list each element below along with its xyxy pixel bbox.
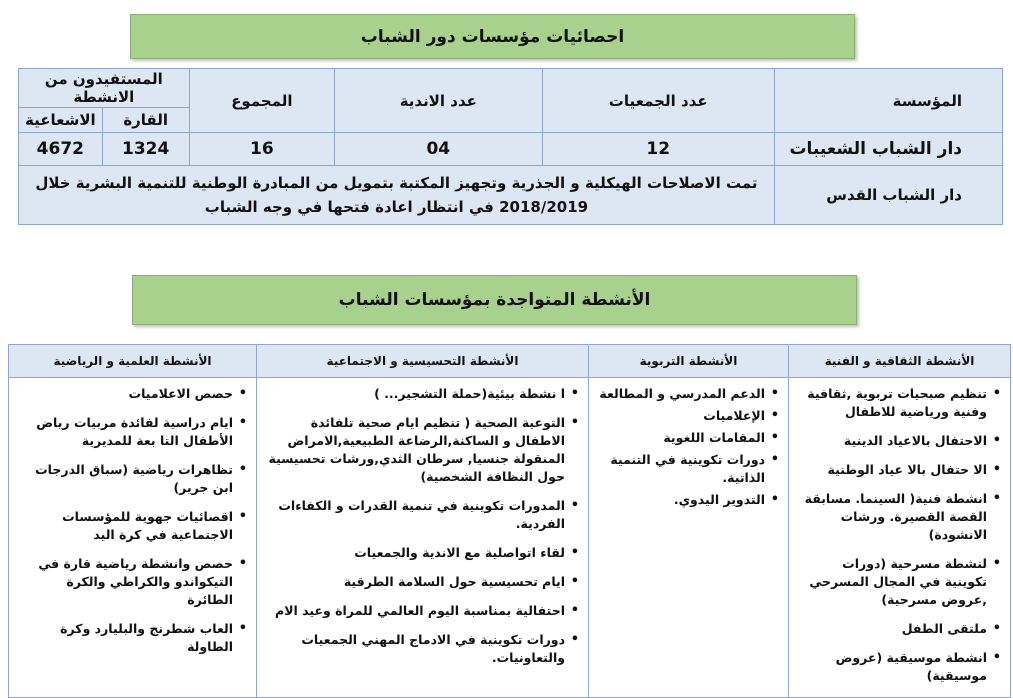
- list-item: • الإعلاميات: [598, 407, 765, 425]
- list-item: • المقامات اللغوية: [598, 429, 765, 447]
- list-item: • التوعية الصحية ( تنظيم ايام صحية تلفائدة الاطفال و الساكنة,الرضاعة الطبيعية,الامراض المنقولة جنسيا, سرطان الثدي,ورشات تحسيسية حول النظافة الشخصية): [266, 414, 565, 486]
- row2-note: [19, 166, 775, 225]
- header-educational: الأنشطة التربوية: [589, 345, 789, 378]
- activities-table: [8, 344, 1011, 698]
- row1-outreach: 4672: [19, 133, 103, 166]
- row2-institution: دار الشباب القدس: [774, 166, 1002, 225]
- row1-institution: دار الشباب الشعيبات: [774, 133, 1002, 166]
- institutions-stats-table: [18, 68, 1003, 225]
- scientific-column: [9, 378, 257, 698]
- row1-resident: 1324: [102, 133, 189, 166]
- cultural-column: [789, 378, 1011, 698]
- list-item: • دورات تكوينية في التنمية الذاتية.: [598, 451, 765, 487]
- list-item: • العاب شطرنج والبليارد وكرة الطاولة: [18, 620, 233, 656]
- list-item: • انشطة موسيقية (عروض موسيقية): [798, 649, 987, 685]
- header-awareness: الأنشطة التحسيسية و الاجتماعية: [257, 345, 589, 378]
- list-item: • انشطة فنية( السينما. مسابقة القصة القصيرة. ورشات الانشودة): [798, 490, 987, 544]
- list-item: • تظاهرات رياضية (سباق الدرجات ابن جرير): [18, 461, 233, 497]
- row1-associations: 12: [542, 133, 774, 166]
- list-item: • الاحتفال بالاعياد الدينية: [798, 432, 987, 450]
- row1-clubs: 04: [335, 133, 542, 166]
- header-cultural: الأنشطة الثقافية و الفنية: [789, 345, 1011, 378]
- list-item: • ملتقى الطفل: [798, 620, 987, 638]
- list-item: • التدوير اليدوي.: [598, 491, 765, 509]
- list-item: • حصص وانشطة رياضية قارة في التيكواندو والكراطي والكرة الطائرة: [18, 555, 233, 609]
- header-resident: القارة: [102, 108, 189, 133]
- header-institution: المؤسسة: [774, 69, 1002, 133]
- list-item: • الدعم المدرسي و المطالعة: [598, 385, 765, 403]
- list-item: • تنظيم صبحيات تربوية ,ثقافية وفنية ورياضية للاطفال: [798, 385, 987, 421]
- header-outreach: الاشعاعية: [19, 108, 103, 133]
- row1-total: 16: [189, 133, 334, 166]
- stats-title-banner: احصائيات مؤسسات دور الشباب: [130, 14, 855, 59]
- list-item: • ايام تحسيسية حول السلامة الطرقية: [266, 573, 565, 591]
- header-total: المجموع: [189, 69, 334, 133]
- list-item: • ايام دراسية لفائدة مربيات رياض الأطفال التا بعة للمديرية: [18, 414, 233, 450]
- educational-column: [589, 378, 789, 698]
- awareness-column: [257, 378, 589, 698]
- list-item: • دورات تكوينية في الادماج المهني الجمعيات والتعاونيات.: [266, 631, 565, 667]
- row2-note-line2: 2018/2019 في انتظار اعادة فتحها في وجه الشباب: [204, 198, 589, 216]
- list-item: • ا نشطة بيئية(حملة التشجير... ): [266, 385, 565, 403]
- list-item: • احتفالية بمناسبة اليوم العالمي للمراة وعيد الام: [266, 602, 565, 620]
- list-item: • لقاء اتواصلية مع الاندية والجمعيات: [266, 544, 565, 562]
- header-scientific: الأنشطة العلمية و الرياضية: [9, 345, 257, 378]
- list-item: • حصص الاعلاميات: [18, 385, 233, 403]
- list-item: • لنشطة مسرحية (دورات تكوينية في المجال المسرحي ,عروض مسرحية): [798, 555, 987, 609]
- activities-title-banner: الأنشطة المتواجدة بمؤسسات الشباب: [132, 275, 857, 325]
- header-beneficiaries: المستفيدون من الانشطة: [19, 69, 190, 108]
- list-item: • المدورات تكوينية في تنمية القدرات و الكفاءات الفردية.: [266, 497, 565, 533]
- row2-note-line1: تمت الاصلاحات الهيكلية و الجذرية وتجهيز المكتبة بتمويل من المبادرة الوطنية للتنمية البشرية خلال: [35, 174, 758, 192]
- header-associations: عدد الجمعيات: [542, 69, 774, 133]
- list-item: • اقصائيات جهوية للمؤسسات الاجتماعية في كرة اليد: [18, 508, 233, 544]
- list-item: • الا حتفال بالا عياد الوطنية: [798, 461, 987, 479]
- header-clubs: عدد الاندية: [335, 69, 542, 133]
